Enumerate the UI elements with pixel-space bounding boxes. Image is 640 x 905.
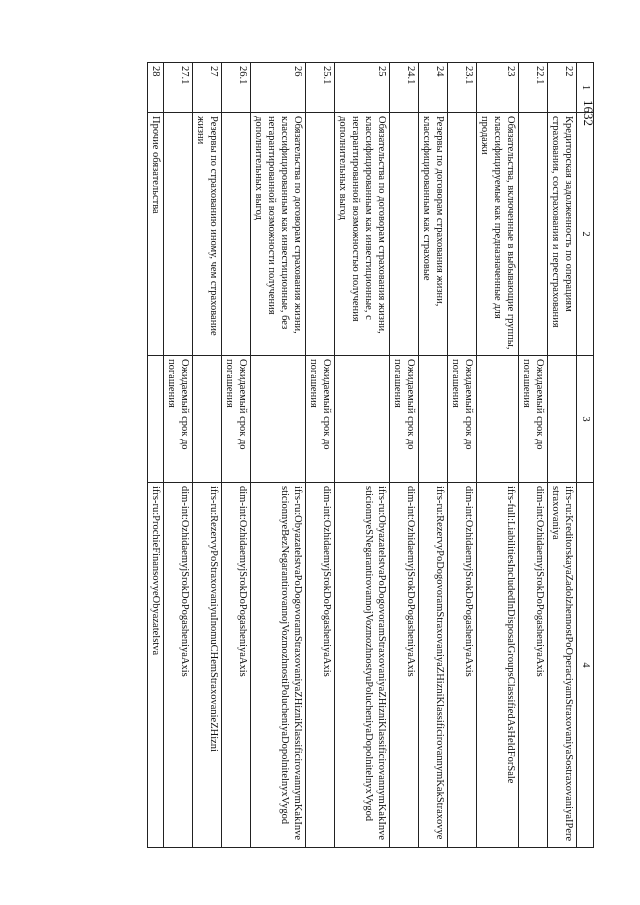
row-code: dim-int:OzhidaemyjSrokDoPogasheniyaAxis bbox=[519, 483, 548, 848]
row-dimension bbox=[148, 356, 164, 483]
row-code: dim-int:OzhidaemyjSrokDoPogasheniyaAxis bbox=[222, 483, 251, 848]
header-row bbox=[577, 63, 594, 848]
table-row bbox=[419, 63, 448, 848]
row-code: dim-int:OzhidaemyjSrokDoPogasheniyaAxis bbox=[448, 483, 477, 848]
row-number: 25.1 bbox=[306, 63, 335, 113]
row-name: Обязательства по договорам страхования жизни, классифицированным как инвестиционные, без негарантированной возможности получения дополнительных выгод bbox=[251, 113, 306, 356]
row-number: 26 bbox=[251, 63, 306, 113]
table-row bbox=[519, 63, 548, 848]
table-row bbox=[548, 63, 577, 848]
table-body bbox=[148, 63, 577, 848]
header-cell-4: 4 bbox=[577, 483, 594, 848]
row-dimension bbox=[251, 356, 306, 483]
row-number: 22.1 bbox=[519, 63, 548, 113]
table-row bbox=[477, 63, 519, 848]
row-code: ifrs-ru:ProchieFinansovyeObyazatelstva bbox=[148, 483, 164, 848]
row-dimension bbox=[193, 356, 222, 483]
row-name bbox=[306, 113, 335, 356]
taxonomy-table bbox=[147, 62, 594, 848]
row-number: 27.1 bbox=[164, 63, 193, 113]
table-row bbox=[251, 63, 306, 848]
row-dimension: Ожидаемый срок до погашения bbox=[390, 356, 419, 483]
row-number: 27 bbox=[193, 63, 222, 113]
row-name bbox=[519, 113, 548, 356]
row-number: 23 bbox=[477, 63, 519, 113]
row-number: 22 bbox=[548, 63, 577, 113]
row-dimension bbox=[419, 356, 448, 483]
row-dimension: Ожидаемый срок до погашения bbox=[306, 356, 335, 483]
table-row bbox=[448, 63, 477, 848]
row-code: ifrs-ru:RezervyPoDogovoramStraxovaniyaZHizniKlassificirovannymKakStraxovye bbox=[419, 483, 448, 848]
row-code: ifrs-ru:KreditorskayaZadolzhennostPoOperaciyamStraxovaniyaSostraxovaniyaIPerestraxovaniya bbox=[548, 483, 577, 848]
rotated-sheet bbox=[114, 62, 594, 847]
table-row bbox=[335, 63, 390, 848]
header-cell-1: 1 bbox=[577, 63, 594, 113]
row-name: Прочие обязательства bbox=[148, 113, 164, 356]
row-dimension bbox=[335, 356, 390, 483]
row-name: Кредиторская задолженность по операциям страхования, сострахования и перестрахования bbox=[548, 113, 577, 356]
row-dimension: Ожидаемый срок до погашения bbox=[448, 356, 477, 483]
row-dimension: Ожидаемый срок до погашения bbox=[164, 356, 193, 483]
row-name: Обязательства по договорам страхования жизни, классифицированным как инвестиционные, с негарантированной возможностью получения дополнительных выгод bbox=[335, 113, 390, 356]
row-name: Резервы по договорам страхования жизни, классифицированным как страховые bbox=[419, 113, 448, 356]
row-code: ifrs-ru:RezervyPoStraxovaniyuInomuCHemStraxovanieZHizni bbox=[193, 483, 222, 848]
row-name bbox=[164, 113, 193, 356]
table-row bbox=[222, 63, 251, 848]
row-number: 24.1 bbox=[390, 63, 419, 113]
row-code: dim-int:OzhidaemyjSrokDoPogasheniyaAxis bbox=[164, 483, 193, 848]
row-code: ifrs-full:LiabilitiesIncludedInDisposalGroupsClassifiedAsHeldForSale bbox=[477, 483, 519, 848]
row-number: 25 bbox=[335, 63, 390, 113]
row-code: ifrs-ru:ObyazatelstvaPoDogovoramStraxovaniyaZHizniKlassificirovannymKakInvesticionnyeSNegarantirovannojVozmozhnostyuPolucheniyaDopolnitelnyxVygod bbox=[335, 483, 390, 848]
row-code: dim-int:OzhidaemyjSrokDoPogasheniyaAxis bbox=[306, 483, 335, 848]
table-row bbox=[164, 63, 193, 848]
row-dimension bbox=[548, 356, 577, 483]
row-number: 28 bbox=[148, 63, 164, 113]
row-number: 23.1 bbox=[448, 63, 477, 113]
row-code: dim-int:OzhidaemyjSrokDoPogasheniyaAxis bbox=[390, 483, 419, 848]
row-name bbox=[390, 113, 419, 356]
row-dimension: Ожидаемый срок до погашения bbox=[519, 356, 548, 483]
row-dimension bbox=[477, 356, 519, 483]
row-name: Резервы по страхованию иному, чем страхование жизни bbox=[193, 113, 222, 356]
row-number: 26.1 bbox=[222, 63, 251, 113]
row-name: Обязательства, включенные в выбывающие группы, классифицируемые как предназначенные для продажи bbox=[477, 113, 519, 356]
table-row bbox=[193, 63, 222, 848]
row-dimension: Ожидаемый срок до погашения bbox=[222, 356, 251, 483]
row-code: ifrs-ru:ObyazatelstvaPoDogovoramStraxovaniyaZHizniKlassificirovannymKakInvesticionnyeBezNegarantirovannojVozmozhnostiPolucheniyaDopolnitelnyxVygod bbox=[251, 483, 306, 848]
table-row bbox=[390, 63, 419, 848]
table-row bbox=[148, 63, 164, 848]
row-name bbox=[222, 113, 251, 356]
header-cell-2: 2 bbox=[577, 113, 594, 356]
table-row bbox=[306, 63, 335, 848]
row-number: 24 bbox=[419, 63, 448, 113]
header-cell-3: 3 bbox=[577, 356, 594, 483]
page-number: 1632 bbox=[581, 100, 596, 126]
row-name bbox=[448, 113, 477, 356]
